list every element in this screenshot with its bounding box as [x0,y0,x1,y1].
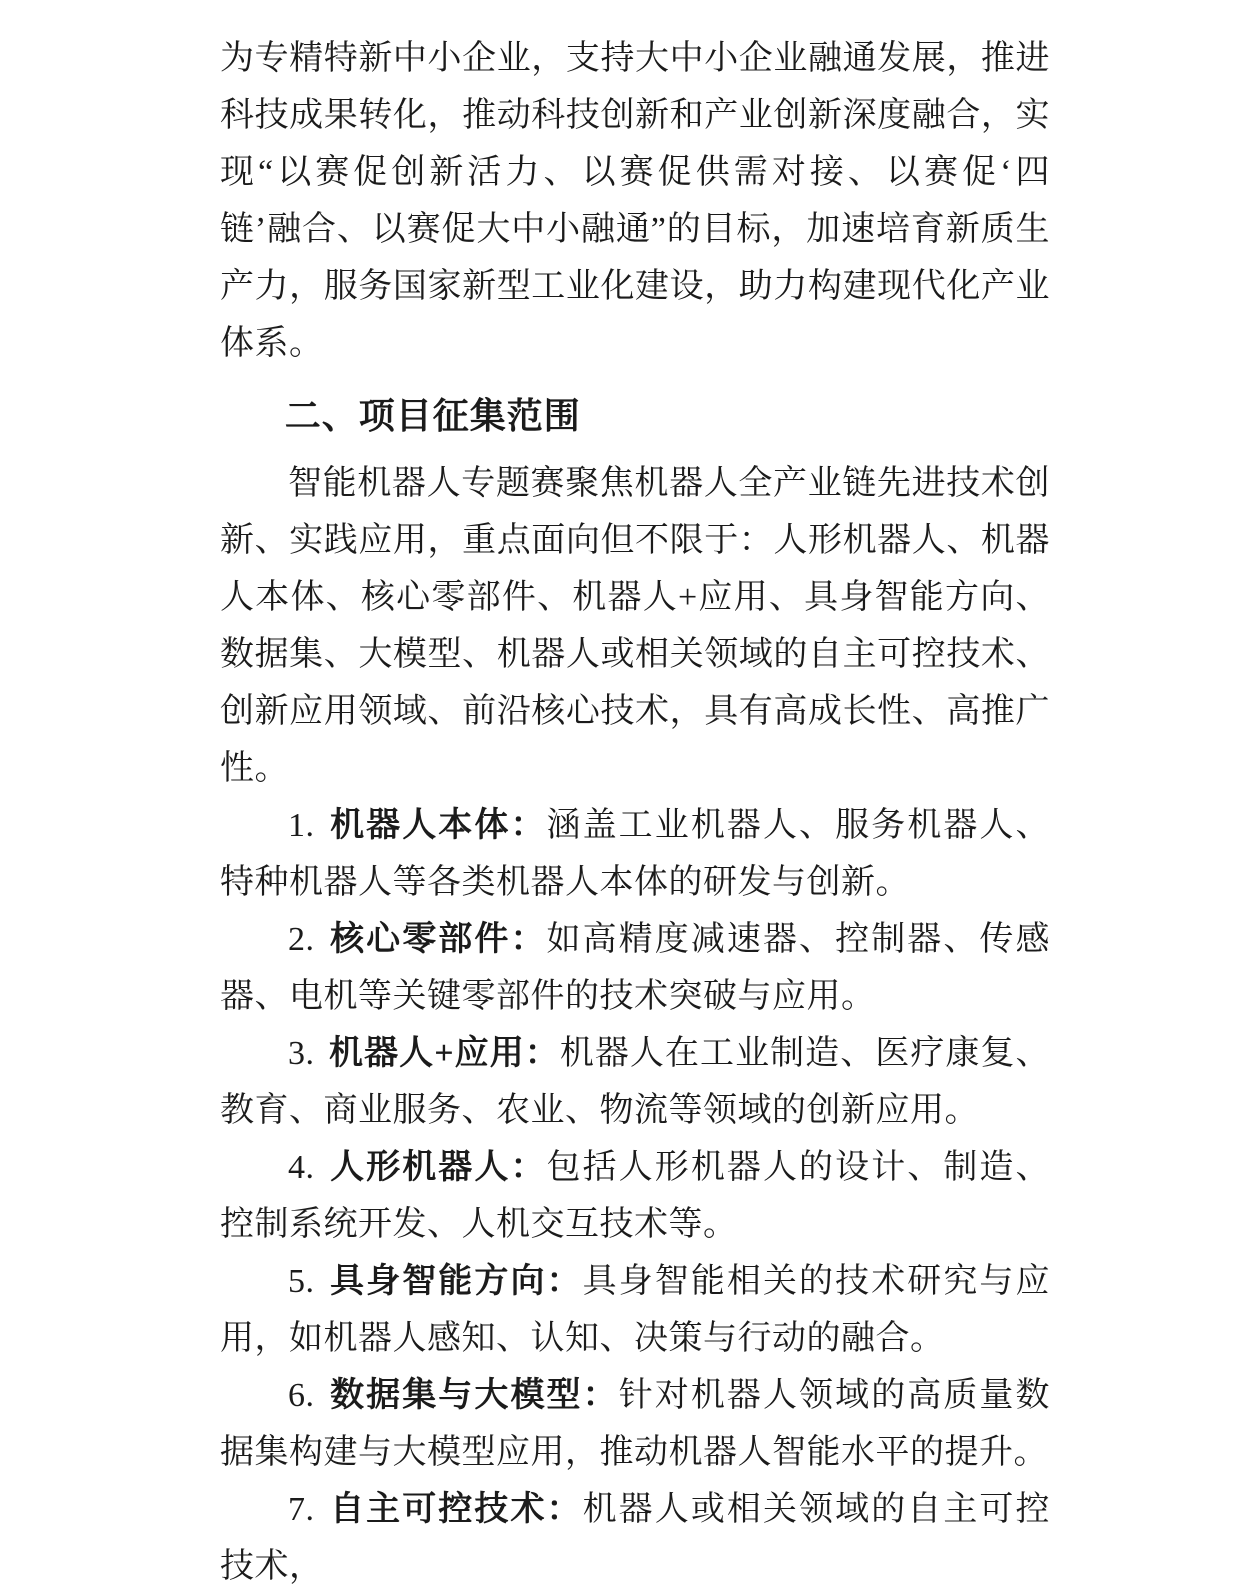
item-label: 自主可控技术： [328,1491,583,1528]
item-text: 涵盖工业机器人、服务机器人、特种机器人等各类机器人本体的研发与创新。 [220,807,1051,901]
list-item-1 [220,797,1050,911]
item-label: 具身智能方向： [328,1263,583,1300]
item-label: 数据集与大模型： [328,1377,619,1414]
list-item-3 [220,1025,1050,1139]
item-text: 机器人或相关领域的自主可控技术， [220,1491,1051,1585]
item-number: 1. [288,807,315,844]
section-intro-paragraph: 智能机器人专题赛聚焦机器人全产业链先进技术创新、实践应用，重点面向但不限于：人形机器人、机器人本体、核心零部件、机器人+应用、具身智能方向、数据集、大模型、机器人或相关领域的自主可控技术、创新应用领域、前沿核心技术，具有高成长性、高推广性。 [220,465,1050,787]
item-number: 2. [288,921,315,958]
list-item-2 [220,911,1050,1025]
item-text: 包括人形机器人的设计、制造、控制系统开发、人机交互技术等。 [220,1149,1051,1243]
item-label: 机器人+应用： [328,1035,560,1072]
section-heading: 二、项目征集范围 [284,395,581,436]
item-number: 6. [288,1377,315,1414]
list-item-5 [220,1253,1050,1367]
item-text: 针对机器人领域的高质量数据集构建与大模型应用，推动机器人智能水平的提升。 [220,1377,1051,1471]
item-number: 3. [288,1035,315,1072]
list-item-4 [220,1139,1050,1253]
opening-paragraph: 为专精特新中小企业，支持大中小企业融通发展，推进科技成果转化，推动科技创新和产业创新深度融合，实现“以赛促创新活力、以赛促供需对接、以赛促‘四链’融合、以赛促大中小融通”的目标，加速培育新质生产力，服务国家新型工业化建设，助力构建现代化产业体系。 [220,40,1050,362]
list-item-7 [220,1481,1050,1595]
item-text: 具身智能相关的技术研究与应用，如机器人感知、认知、决策与行动的融合。 [220,1263,1051,1357]
item-label: 人形机器人： [328,1149,547,1186]
item-text: 如高精度减速器、控制器、传感器、电机等关键零部件的技术突破与应用。 [220,921,1051,1015]
list-item-6 [220,1367,1050,1481]
item-number: 7. [288,1491,315,1528]
item-label: 机器人本体： [328,807,547,844]
item-text: 机器人在工业制造、医疗康复、教育、商业服务、农业、物流等领域的创新应用。 [220,1035,1051,1129]
item-number: 5. [288,1263,315,1300]
item-label: 核心零部件： [328,921,547,958]
item-number: 4. [288,1149,315,1186]
